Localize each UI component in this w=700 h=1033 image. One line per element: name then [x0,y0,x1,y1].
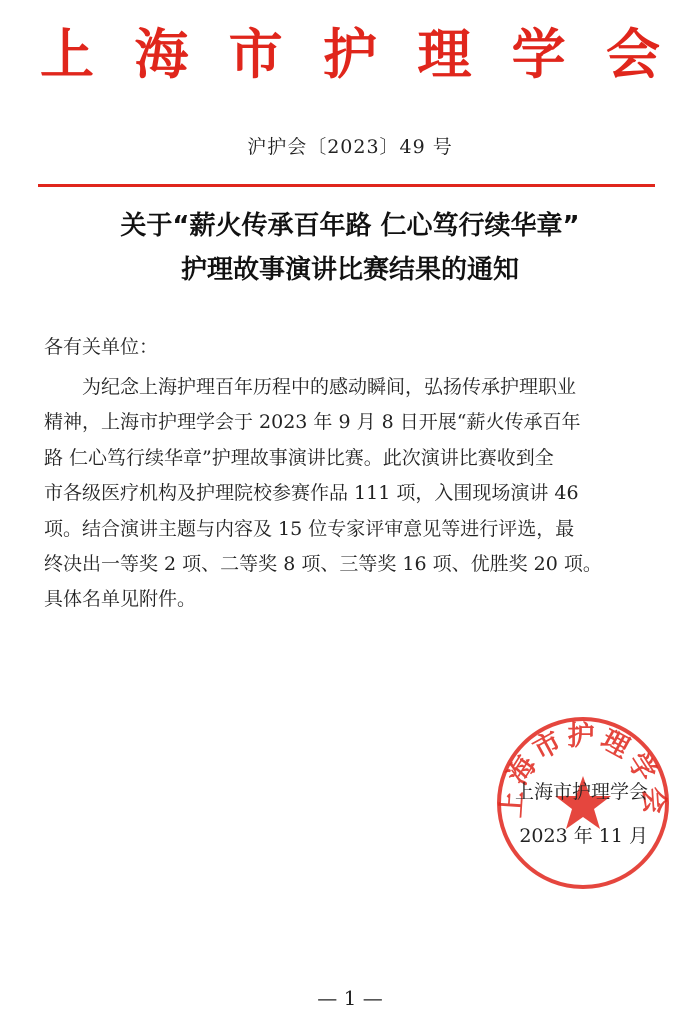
svg-text:上海市护理学会: 上海市护理学会 [496,720,670,819]
letterhead-char: 市 [228,22,283,86]
letterhead-char: 上 [40,22,94,86]
body-line: 终决出一等奖 2 项、二等奖 8 项、三等奖 16 项、优胜奖 20 项。 [44,553,602,576]
signature-block [515,770,648,858]
letterhead-char: 海 [134,22,189,86]
body-line: 市各级医疗机构及护理院校参赛作品 111 项，入围现场演讲 46 [44,482,579,505]
salutation: 各有关单位： [44,336,159,358]
signature-org: 上海市护理学会 [514,781,648,803]
letterhead-char: 护 [322,22,377,86]
letterhead-char: 理 [417,22,472,86]
body-line: 精神，上海市护理学会于 2023 年 9 月 8 日开展“薪火传承百年 [44,411,581,434]
signature-date: 2023 年 11 月 [519,825,648,847]
body-line: 路 仁心笃行续华章”护理故事演讲比赛。此次演讲比赛收到全 [44,446,554,469]
page-number: — 1 — [317,986,383,1010]
body-line: 项。结合演讲主题与内容及 15 位专家评审意见等进行评选，最 [44,517,575,540]
body-line: 具体名单见附件。 [44,588,197,611]
letterhead-char: 会 [605,22,660,86]
body-paragraph [44,370,656,618]
title-line-2: 护理故事演讲比赛结果的通知 [180,255,519,285]
org-letterhead [40,18,660,90]
body-line: 为纪念上海护理百年历程中的感动瞬间，弘扬传承护理职业 [82,376,577,398]
title-line-1: 关于“薪火传承百年路 仁心笃行续华章” [120,211,580,241]
red-divider [38,184,655,187]
letterhead-char: 学 [511,22,566,86]
document-number: 沪护会〔2023〕49 号 [247,136,453,158]
document-title [30,204,670,292]
